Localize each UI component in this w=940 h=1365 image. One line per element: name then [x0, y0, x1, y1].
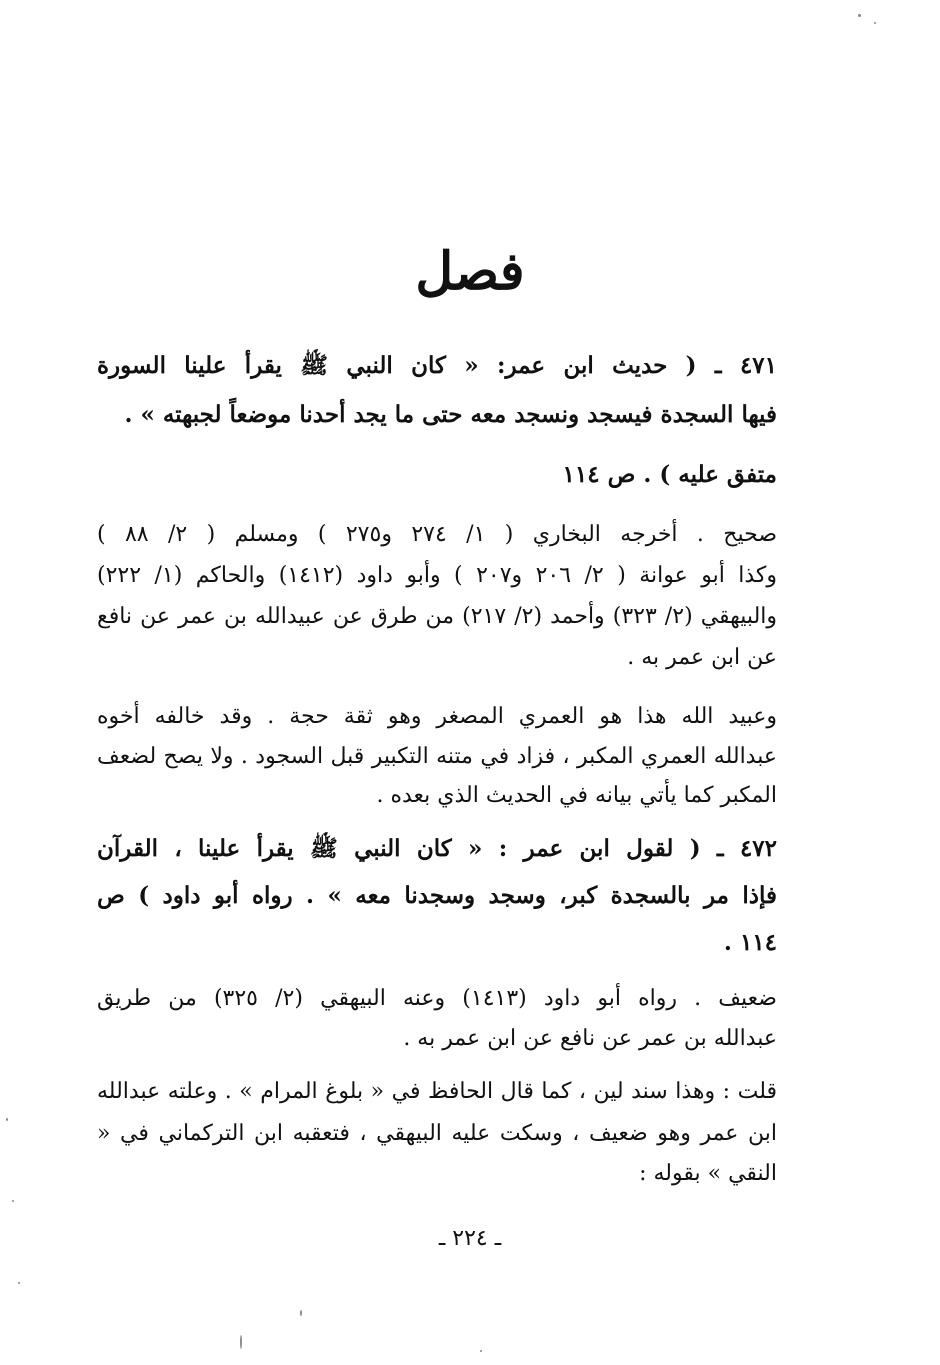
scan-speck [12, 1200, 14, 1202]
text-line: وكذا أبو عوانة ( ٢/ ٢٠٦ و٢٠٧ ) وأبو داود (١٤١٢) والحاكم (١/ ٢٢٢) [97, 563, 777, 588]
text-line: متفق عليه ) . ص ١١٤ [562, 461, 777, 488]
page-number: ـ ٢٢٤ ـ [438, 1226, 502, 1251]
text-line: والبيهقي (٢/ ٣٢٣) وأحمد (٢/ ٢١٧) من طرق عن عبيدالله بن عمر عن نافع [97, 604, 777, 629]
scan-speck [300, 1310, 302, 1316]
text-line: فإذا مر بالسجدة كبر، وسجد وسجدنا معه » . رواه أبو داود ) ص [97, 882, 777, 909]
scan-speck [480, 1350, 482, 1352]
scan-speck [858, 14, 861, 17]
text-line: صحيح . أخرجه البخاري ( ١/ ٢٧٤ و٢٧٥ ) ومسلم ( ٢/ ٨٨ ) [97, 522, 777, 547]
scan-speck [6, 1118, 8, 1121]
text-line: فيها السجدة فيسجد ونسجد معه حتى ما يجد أحدنا موضعاً لجبهته » . [124, 401, 777, 428]
text-line: ضعيف . رواه أبو داود (١٤١٣) وعنه البيهقي (٢/ ٣٢٥) من طريق [97, 986, 777, 1011]
scan-speck [18, 1282, 20, 1284]
text-line: المكبر كما يأتي بيانه في الحديث الذي بعده . [376, 783, 777, 808]
text-line: عبدالله العمري المكبر ، فزاد في متنه التكبير قبل السجود . ولا يصح لضعف [97, 744, 777, 769]
text-line: قلت : وهذا سند لين ، كما قال الحافظ في « بلوغ المرام » . وعلته عبدالله [97, 1079, 777, 1104]
scan-speck [874, 22, 876, 24]
text-line: عبدالله بن عمر عن نافع عن ابن عمر به . [403, 1026, 777, 1051]
text-line: النقي » بقوله : [639, 1161, 777, 1186]
text-line: ابن عمر وهو ضعيف ، وسكت عليه البيهقي ، فتعقبه ابن التركماني في « [97, 1121, 777, 1146]
text-line: وعبيد الله هذا هو العمري المصغر وهو ثقة حجة . وقد خالفه أخوه [97, 704, 777, 729]
text-line: ١١٤ . [723, 929, 777, 956]
text-line: ٤٧١ ـ ( حديث ابن عمر: « كان النبي ﷺ يقرأ علينا السورة [97, 352, 777, 379]
text-line: ٤٧٢ ـ ( لقول ابن عمر : « كان النبي ﷺ يقرأ علينا ، القرآن [97, 835, 777, 862]
text-line: عن ابن عمر به . [627, 645, 777, 670]
scan-speck [240, 1335, 242, 1349]
section-heading: فصل [415, 241, 525, 302]
